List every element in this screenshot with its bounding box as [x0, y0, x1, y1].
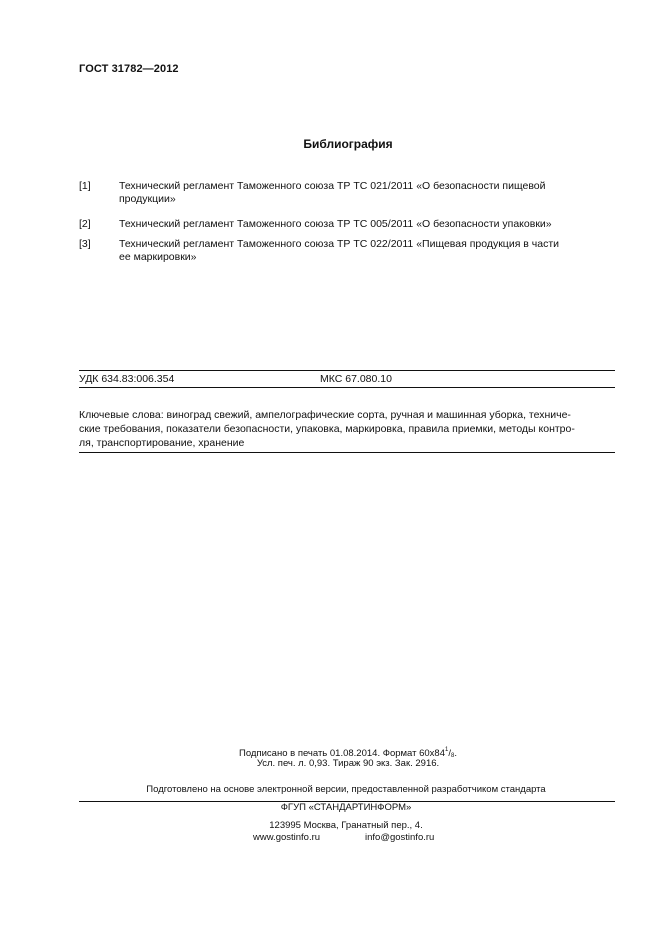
keywords-block: [79, 408, 615, 450]
bibliography-item: [79, 179, 599, 207]
bibliography-item-number: [3]: [79, 238, 91, 250]
bibliography-item-number: [2]: [79, 218, 91, 230]
bibliography-item-text: Технический регламент Таможенного союза ТР ТС 005/2011 «О безопасности упаковки»: [119, 218, 552, 230]
bibliography-item: [79, 217, 599, 231]
signed-for-print: Подписано в печать 01.08.2014. Формат $60х84^1/_8$.: [239, 747, 457, 759]
divider-top: [79, 370, 615, 371]
divider-keywords: [79, 452, 615, 453]
document-code-header: ГОСТ 31782—2012: [79, 63, 179, 75]
keywords-line: ля, транспортирование, хранение: [79, 437, 245, 449]
bibliography-item-text: Технический регламент Таможенного союза ТР ТС 021/2011 «О безопасности пищевой: [119, 180, 546, 192]
email-link[interactable]: info@gostinfo.ru: [365, 832, 435, 843]
publisher-address: 123995 Москва, Гранатный пер., 4.: [269, 820, 423, 831]
keywords-line: Ключевые слова: виноград свежий, ампелографические сорта, ручная и машинная уборка, техниче-: [79, 409, 571, 421]
bibliography-title: Библиография: [303, 137, 393, 151]
bibliography-item: [79, 237, 599, 265]
udk-code: УДК 634.83:006.354: [79, 373, 175, 385]
publisher-name: ФГУП «СТАНДАРТИНФОРМ»: [280, 802, 412, 813]
divider-classification: [79, 387, 615, 388]
bibliography-item-text: ее маркировки»: [119, 251, 197, 263]
mks-code: МКС 67.080.10: [320, 373, 392, 385]
keywords-line: ские требования, показатели безопасности, упаковка, маркировка, правила приемки, методы контро-: [79, 423, 575, 435]
bibliography-item-number: [1]: [79, 180, 91, 192]
prepared-note: Подготовлено на основе электронной версии, предоставленной разработчиком стандарта: [146, 784, 546, 795]
bibliography-item-text: Технический регламент Таможенного союза ТР ТС 022/2011 «Пищевая продукция в части: [119, 238, 560, 250]
bibliography-item-text: продукции»: [119, 193, 176, 205]
print-details: Усл. печ. л. 0,93. Тираж 90 экз. Зак. 2916.: [256, 758, 440, 769]
website-link[interactable]: www.gostinfo.ru: [253, 832, 321, 843]
